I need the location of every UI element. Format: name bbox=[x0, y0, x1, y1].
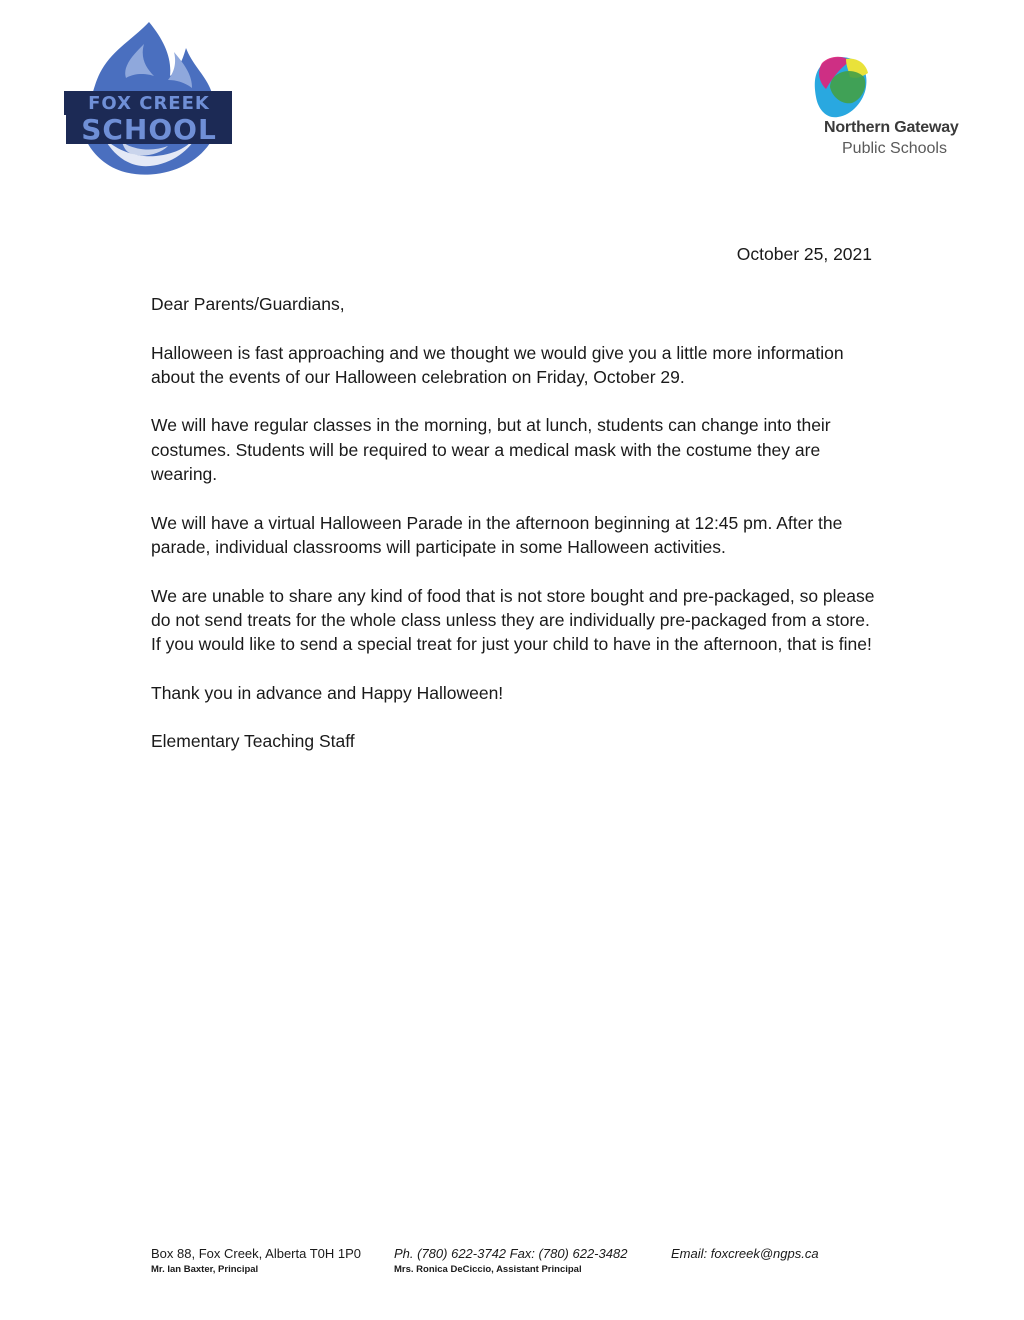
salutation: Dear Parents/Guardians, bbox=[151, 294, 345, 314]
letter-body bbox=[151, 292, 881, 778]
district-logo-line2: Public Schools bbox=[842, 140, 947, 157]
paragraph: We are unable to share any kind of food that is not store bought and pre-packaged, so please do not send treats for the whole class unless they are individually pre-packaged from a store. If you would like to send a special treat for just your child to have in the afternoon, that is fine! bbox=[151, 585, 875, 655]
footer-address: Box 88, Fox Creek, Alberta T0H 1P0 bbox=[151, 1246, 362, 1261]
flame-logo-icon bbox=[64, 18, 234, 178]
footer-principal: Mr. Ian Baxter, Principal bbox=[151, 1264, 259, 1275]
district-logo-line1: Northern Gateway bbox=[824, 119, 959, 136]
school-logo bbox=[64, 18, 234, 178]
paragraph: We will have a virtual Halloween Parade in the afternoon beginning at 12:45 pm. After the parade, individual classrooms will participate in some Halloween activities. bbox=[151, 512, 843, 557]
signature: Elementary Teaching Staff bbox=[151, 731, 355, 752]
paragraph: We will have regular classes in the morning, but at lunch, students can change into their costumes. Students will be required to wear a medical mask with the costume they are wearing. bbox=[151, 415, 831, 485]
footer bbox=[151, 1246, 911, 1278]
school-logo-line1: FOX CREEK bbox=[88, 93, 210, 114]
footer-phone-fax: Ph. (780) 622-3742 Fax: (780) 622-3482 bbox=[394, 1246, 628, 1261]
school-logo-line2: SCHOOL bbox=[81, 113, 217, 146]
paragraph: Halloween is fast approaching and we thought we would give you a little more information about the events of our Halloween celebration on Friday, October 29. bbox=[151, 342, 844, 387]
paragraph: Thank you in advance and Happy Halloween! bbox=[151, 682, 504, 703]
footer-email: Email: foxcreek@ngps.ca bbox=[671, 1246, 819, 1261]
ngps-leaf-logo-icon bbox=[812, 55, 872, 121]
district-logo bbox=[808, 55, 978, 165]
footer-assistant-principal: Mrs. Ronica DeCiccio, Assistant Principal bbox=[394, 1264, 582, 1275]
letter-date: October 25, 2021 bbox=[736, 244, 872, 264]
